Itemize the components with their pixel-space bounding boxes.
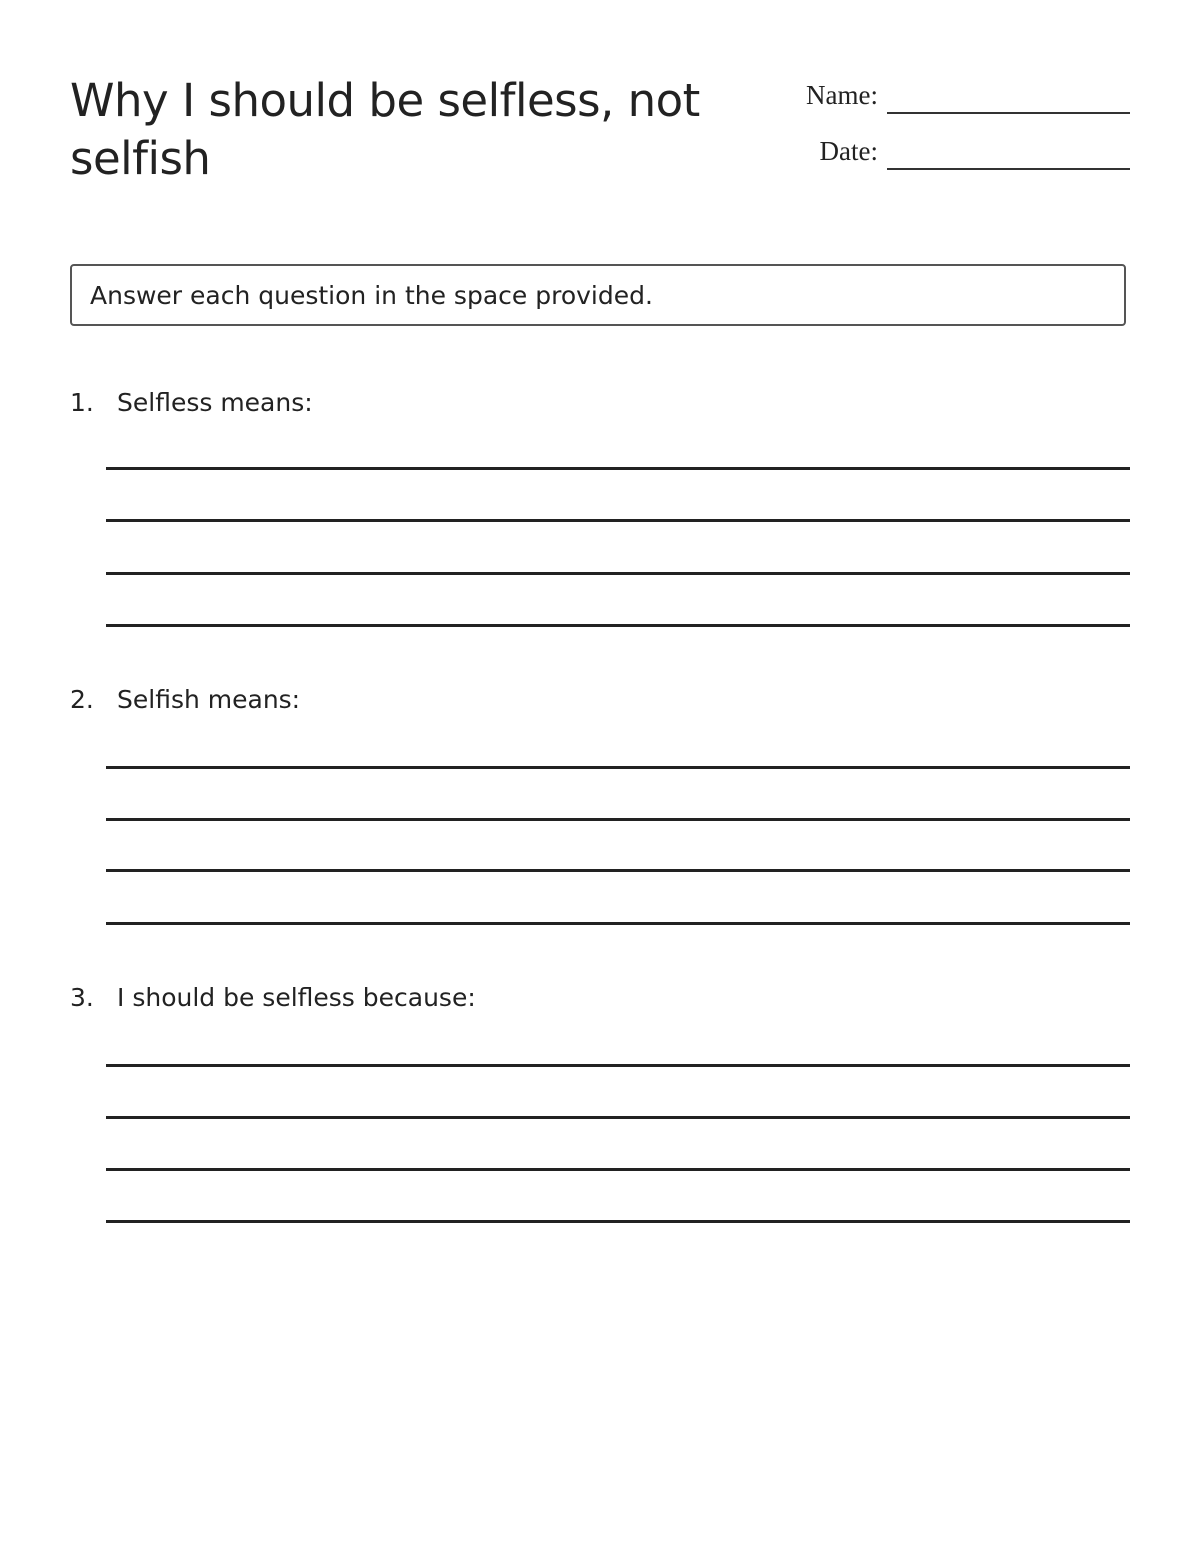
instructions-box [70, 264, 1126, 326]
name-blank-line[interactable] [887, 112, 1130, 114]
instructions-text: Answer each question in the space provided. [90, 280, 653, 310]
question-text: Selfless means: [117, 388, 313, 417]
date-field[interactable] [760, 132, 1130, 172]
question-number: 3. [70, 983, 94, 1012]
answer-line[interactable] [106, 1220, 1130, 1223]
answer-line[interactable] [106, 818, 1130, 821]
question-number: 2. [70, 685, 94, 714]
answer-line[interactable] [106, 1064, 1130, 1067]
name-field[interactable] [760, 76, 1130, 116]
answer-line[interactable] [106, 467, 1130, 470]
worksheet-title: Why I should be selfless, not selfish [70, 74, 700, 185]
answer-line[interactable] [106, 869, 1130, 872]
answer-line[interactable] [106, 572, 1130, 575]
question-text: Selfish means: [117, 685, 301, 714]
answer-line[interactable] [106, 1116, 1130, 1119]
answer-line[interactable] [106, 519, 1130, 522]
answer-line[interactable] [106, 766, 1130, 769]
answer-line[interactable] [106, 1168, 1130, 1171]
date-label: Date: [819, 136, 878, 166]
question-number: 1. [70, 388, 94, 417]
answer-line[interactable] [106, 624, 1130, 627]
question-text: I should be selfless because: [117, 983, 476, 1012]
date-blank-line[interactable] [887, 168, 1130, 170]
name-label: Name: [806, 80, 878, 110]
answer-line[interactable] [106, 922, 1130, 925]
